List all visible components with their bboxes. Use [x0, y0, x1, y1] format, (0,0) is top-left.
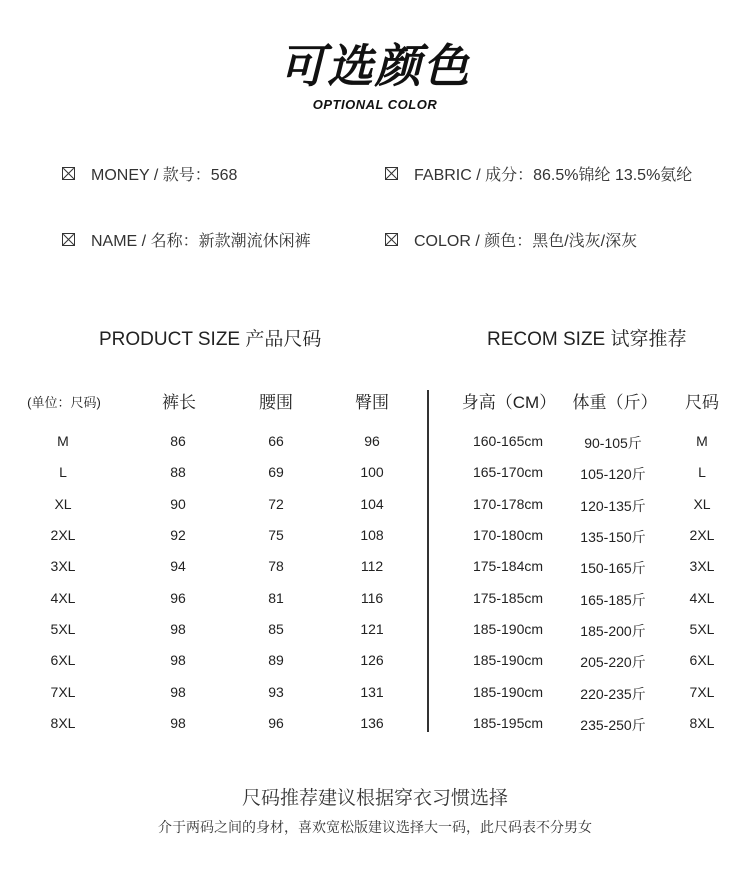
info-fabric	[385, 162, 692, 185]
length-cell: 98	[170, 684, 186, 700]
size-cell: 3XL	[50, 558, 76, 574]
product-size-heading: PRODUCT SIZE 产品尺码	[99, 329, 322, 350]
footer-recommendation: 尺码推荐建议根据穿衣习惯选择	[241, 788, 508, 809]
weight-cell: 105-120斤	[580, 466, 646, 482]
table-row	[0, 621, 750, 641]
recom-size-heading: RECOM SIZE 试穿推荐	[487, 329, 687, 350]
table-row	[0, 652, 750, 672]
weight-cell: 205-220斤	[580, 654, 646, 670]
size-cell: 4XL	[50, 590, 76, 606]
checkbox-x-icon	[62, 233, 75, 246]
length-cell: 92	[170, 527, 186, 543]
size-cell: 8XL	[50, 715, 76, 731]
hip-cell: 136	[360, 715, 384, 731]
size-cell: M	[57, 433, 69, 449]
hip-cell: 131	[360, 684, 384, 700]
table-row	[0, 527, 750, 547]
recom-size-cell: 2XL	[689, 527, 715, 543]
waist-cell: 66	[268, 433, 284, 449]
info-name	[62, 228, 311, 251]
waist-cell: 96	[268, 715, 284, 731]
table-row	[0, 558, 750, 578]
recom-size-cell: 8XL	[689, 715, 715, 731]
table-row	[0, 684, 750, 704]
column-header-waist: 腰围	[259, 393, 293, 412]
weight-cell: 135-150斤	[580, 529, 646, 545]
table-row	[0, 496, 750, 516]
size-cell: 7XL	[50, 684, 76, 700]
height-cell: 185-190cm	[472, 652, 544, 668]
recom-size-cell: M	[696, 433, 708, 449]
checkbox-x-icon	[62, 167, 75, 180]
column-header-length: 裤长	[162, 393, 196, 412]
column-header-weight: 体重（斤）	[572, 393, 658, 412]
recom-size-cell: XL	[693, 496, 711, 512]
waist-cell: 69	[268, 464, 284, 480]
column-header-unit: (单位：尺码)	[27, 395, 101, 410]
column-header-hip: 臀围	[355, 393, 389, 412]
height-cell: 175-184cm	[472, 558, 544, 574]
recom-size-cell: 6XL	[689, 652, 715, 668]
recom-size-cell: L	[698, 464, 706, 480]
recom-size-cell: 4XL	[689, 590, 715, 606]
height-cell: 170-180cm	[472, 527, 544, 543]
weight-cell: 235-250斤	[580, 717, 646, 733]
table-row	[0, 715, 750, 735]
weight-cell: 120-135斤	[580, 498, 646, 514]
checkbox-x-icon	[385, 167, 398, 180]
column-header-height: 身高（CM）	[461, 393, 557, 412]
recom-size-cell: 3XL	[689, 558, 715, 574]
info-money	[62, 162, 237, 185]
table-row	[0, 464, 750, 484]
waist-cell: 72	[268, 496, 284, 512]
info-fabric-text: FABRIC / 成分：86.5%锦纶 13.5%氨纶	[414, 167, 693, 184]
hip-cell: 126	[360, 652, 384, 668]
length-cell: 98	[170, 621, 186, 637]
length-cell: 98	[170, 715, 186, 731]
recom-size-cell: 7XL	[689, 684, 715, 700]
checkbox-x-icon	[385, 233, 398, 246]
hip-cell: 116	[360, 590, 384, 606]
waist-cell: 78	[268, 558, 284, 574]
length-cell: 94	[170, 558, 186, 574]
length-cell: 90	[170, 496, 186, 512]
page-title: 可选颜色	[279, 40, 471, 92]
size-cell: 5XL	[50, 621, 76, 637]
weight-cell: 150-165斤	[580, 560, 646, 576]
info-color-text: COLOR / 颜色：黑色/浅灰/深灰	[414, 233, 638, 250]
size-cell: XL	[54, 496, 72, 512]
column-header-size: 尺码	[685, 393, 719, 412]
hip-cell: 112	[360, 558, 384, 574]
weight-cell: 185-200斤	[580, 623, 646, 639]
weight-cell: 220-235斤	[580, 686, 646, 702]
length-cell: 96	[170, 590, 186, 606]
hip-cell: 104	[360, 496, 384, 512]
size-cell: 6XL	[50, 652, 76, 668]
weight-cell: 90-105斤	[584, 435, 642, 451]
table-row	[0, 433, 750, 453]
info-color	[385, 228, 637, 251]
footer-note: 介于两码之间的身材，喜欢宽松版建议选择大一码，此尺码表不分男女	[158, 819, 592, 835]
waist-cell: 89	[268, 652, 284, 668]
size-cell: L	[59, 464, 67, 480]
recom-size-cell: 5XL	[689, 621, 715, 637]
height-cell: 185-195cm	[472, 715, 544, 731]
hip-cell: 121	[360, 621, 384, 637]
height-cell: 185-190cm	[472, 621, 544, 637]
waist-cell: 85	[268, 621, 284, 637]
weight-cell: 165-185斤	[580, 592, 646, 608]
waist-cell: 93	[268, 684, 284, 700]
table-row	[0, 590, 750, 610]
height-cell: 165-170cm	[472, 464, 544, 480]
hip-cell: 100	[360, 464, 384, 480]
size-cell: 2XL	[50, 527, 76, 543]
waist-cell: 75	[268, 527, 284, 543]
hip-cell: 96	[364, 433, 380, 449]
length-cell: 88	[170, 464, 186, 480]
page-subtitle: OPTIONAL COLOR	[312, 97, 438, 112]
product-size-header	[0, 388, 750, 412]
waist-cell: 81	[268, 590, 284, 606]
info-name-text: NAME / 名称：新款潮流休闲裤	[91, 233, 311, 250]
height-cell: 185-190cm	[472, 684, 544, 700]
height-cell: 170-178cm	[472, 496, 544, 512]
length-cell: 98	[170, 652, 186, 668]
info-money-text: MONEY / 款号：568	[91, 167, 238, 184]
height-cell: 175-185cm	[472, 590, 544, 606]
height-cell: 160-165cm	[472, 433, 544, 449]
length-cell: 86	[170, 433, 186, 449]
hip-cell: 108	[360, 527, 384, 543]
